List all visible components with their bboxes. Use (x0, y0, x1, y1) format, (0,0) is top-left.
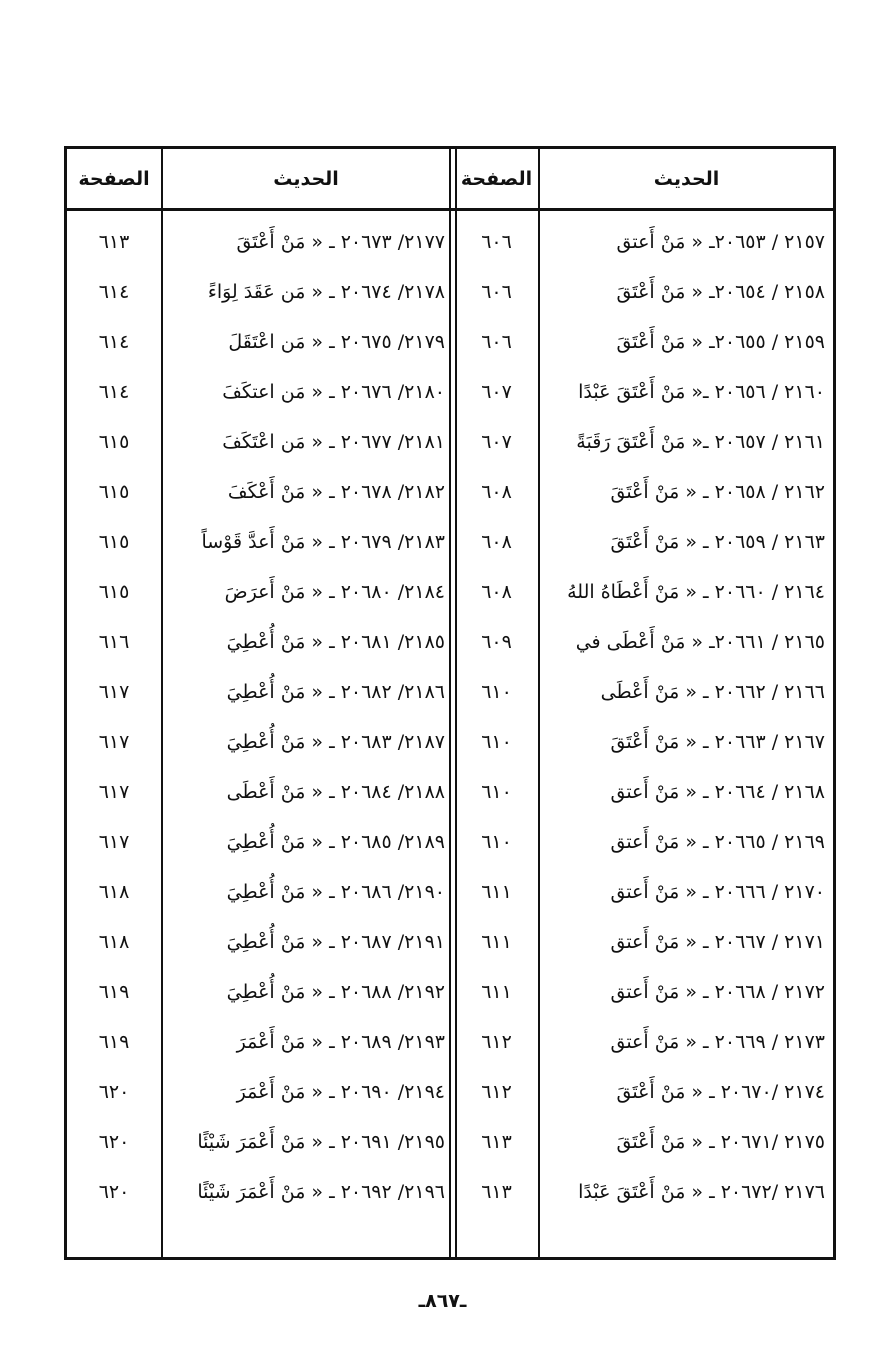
page-cell: ٦٠٨ (481, 531, 512, 553)
hadith-cell: ٢١٩٣/ ٢٠٦٨٩ ـ « مَنْ أَعْمَرَ (236, 1031, 445, 1053)
hadith-cell: ٢١٩٠/ ٢٠٦٨٦ ـ « مَنْ أُعْطِيَ (226, 881, 445, 903)
page-cell: ٦٠٩ (481, 631, 512, 653)
page-cell: ٦١٩ (98, 1031, 130, 1053)
table-row (67, 667, 833, 717)
hadith-cell: ٢١٨٤/ ٢٠٦٨٠ ـ « مَنْ أَعرَضَ (224, 581, 445, 603)
table-row (67, 217, 833, 267)
page-cell: ٦١٠ (481, 831, 512, 853)
hadith-cell: ٢١٧٧/ ٢٠٦٧٣ ـ « مَنْ أَعْتَقَ (236, 231, 445, 253)
page-cell: ٦١٧ (98, 681, 130, 703)
page-cell: ٦١٣ (481, 1131, 512, 1153)
page-cell: ٦٢٠ (98, 1131, 130, 1153)
table-row (67, 367, 833, 417)
table-row (67, 267, 833, 317)
table-row (67, 767, 833, 817)
table-row (67, 567, 833, 617)
table-row (67, 517, 833, 567)
page-cell: ٦٠٦ (481, 331, 512, 353)
table-row (67, 717, 833, 767)
hadith-cell: ٢١٦٢ / ٢٠٦٥٨ ـ « مَنْ أَعْتَقَ (610, 481, 825, 503)
page-cell: ٦١١ (481, 931, 512, 953)
table-row (67, 817, 833, 867)
hadith-cell: ٢١٨٢/ ٢٠٦٧٨ ـ « مَنْ أَعْكَفَ (227, 481, 445, 503)
hadith-cell: ٢١٨٩/ ٢٠٦٨٥ ـ « مَنْ أُعْطِيَ (226, 831, 445, 853)
hadith-cell: ٢١٩٦/ ٢٠٦٩٢ ـ « مَنْ أَعْمَرَ شَيْئًا (197, 1181, 445, 1203)
hadith-cell: ٢١٦٩ / ٢٠٦٦٥ ـ « مَنْ أَعتق (610, 831, 825, 853)
page-cell: ٦٠٦ (481, 281, 512, 303)
page-cell: ٦١٤ (98, 331, 130, 353)
table-row (67, 617, 833, 667)
hadith-cell: ٢١٧٥ /٢٠٦٧١ ـ « مَنْ أَعْتَقَ (616, 1131, 825, 1153)
hadith-cell: ٢١٨٥/ ٢٠٦٨١ ـ « مَنْ أُعْطِيَ (226, 631, 445, 653)
page-cell: ٦٢٠ (98, 1181, 130, 1203)
page-cell: ٦١٤ (98, 381, 130, 403)
hadith-cell: ٢١٦٥ / ٢٠٦٦١ـ « مَنْ أَعْطَى في (575, 631, 825, 653)
hadith-cell: ٢١٥٧ / ٢٠٦٥٣ـ « مَنْ أَعتق (616, 231, 825, 253)
page-cell: ٦١٥ (98, 481, 130, 503)
hadith-cell: ٢١٦٦ / ٢٠٦٦٢ ـ « مَنْ أَعْطَى (600, 681, 825, 703)
table-row (67, 1167, 833, 1217)
hadith-cell: ٢١٨٦/ ٢٠٦٨٢ ـ « مَنْ أُعْطِيَ (226, 681, 445, 703)
page-cell: ٦٠٨ (481, 481, 512, 503)
hadith-cell: ٢١٩٤/ ٢٠٦٩٠ ـ « مَنْ أَعْمَرَ (236, 1081, 445, 1103)
hadith-cell: ٢١٦٤ / ٢٠٦٦٠ ـ « مَنْ أَعْطَاهُ اللهُ (567, 581, 825, 603)
page-cell: ٦١٠ (481, 781, 512, 803)
header-hadith-left: الحديث (273, 167, 339, 190)
page-cell: ٦١٥ (98, 531, 130, 553)
page-cell: ٦١٦ (98, 631, 130, 653)
hadith-cell: ٢١٨١/ ٢٠٦٧٧ ـ « مَن اعْتَكَفَ (222, 431, 445, 453)
hadith-cell: ٢١٦٨ / ٢٠٦٦٤ ـ « مَنْ أَعتق (610, 781, 825, 803)
page-cell: ٦١٥ (98, 581, 130, 603)
page-cell: ٦١١ (481, 981, 512, 1003)
table-row (67, 917, 833, 967)
header-rule (67, 208, 833, 211)
page-cell: ٦١٠ (481, 681, 512, 703)
hadith-cell: ٢١٧٢ / ٢٠٦٦٨ ـ « مَنْ أَعتق (610, 981, 825, 1003)
page-cell: ٦١٣ (481, 1181, 512, 1203)
table-row (67, 1117, 833, 1167)
page-cell: ٦١١ (481, 881, 512, 903)
hadith-cell: ٢١٦١ / ٢٠٦٥٧ ـ« مَنْ أَعْتَقَ رَقَبَةً (576, 431, 825, 453)
page-cell: ٦١٩ (98, 981, 130, 1003)
hadith-cell: ٢١٧٨/ ٢٠٦٧٤ ـ « مَن عَقَدَ لِوَاءً (207, 281, 445, 303)
page-cell: ٦١٨ (98, 881, 130, 903)
hadith-cell: ٢١٩٢/ ٢٠٦٨٨ ـ « مَنْ أُعْطِيَ (226, 981, 445, 1003)
hadith-cell: ٢١٧٣ / ٢٠٦٦٩ ـ « مَنْ أَعتق (610, 1031, 825, 1053)
page-cell: ٦١٢ (481, 1081, 512, 1103)
page-cell: ٦٠٨ (481, 581, 512, 603)
table-row (67, 1017, 833, 1067)
table-row (67, 1067, 833, 1117)
page-cell: ٦١٥ (98, 431, 130, 453)
page-cell: ٦١٨ (98, 931, 130, 953)
table-row (67, 417, 833, 467)
page-cell: ٦١٧ (98, 731, 130, 753)
hadith-cell: ٢١٦٧ / ٢٠٦٦٣ ـ « مَنْ أَعْتَقَ (610, 731, 825, 753)
index-table (64, 146, 836, 1260)
page-cell: ٦١٤ (98, 281, 130, 303)
hadith-cell: ٢١٨٠/ ٢٠٦٧٦ ـ « مَن اعتكَفَ (222, 381, 445, 403)
table-row (67, 467, 833, 517)
hadith-cell: ٢١٨٧/ ٢٠٦٨٣ ـ « مَنْ أُعْطِيَ (226, 731, 445, 753)
hadith-cell: ٢١٦٣ / ٢٠٦٥٩ ـ « مَنْ أَعْتَقَ (610, 531, 825, 553)
table-row (67, 967, 833, 1017)
page-cell: ٦١٧ (98, 781, 130, 803)
page-cell: ٦١٧ (98, 831, 130, 853)
header-page-left: الصفحة (78, 167, 150, 190)
hadith-cell: ٢١٧٦ /٢٠٦٧٢ ـ « مَنْ أَعْتَقَ عَبْدًا (578, 1181, 825, 1203)
table-row (67, 867, 833, 917)
hadith-cell: ٢١٧٩/ ٢٠٦٧٥ ـ « مَن اعْتَقَلَ (228, 331, 445, 353)
hadith-cell: ٢١٧٤ /٢٠٦٧٠ ـ « مَنْ أَعْتَقَ (616, 1081, 825, 1103)
hadith-cell: ٢١٨٨/ ٢٠٦٨٤ ـ « مَنْ أَعْطَى (226, 781, 445, 803)
page-cell: ٦١٠ (481, 731, 512, 753)
page-cell: ٦٢٠ (98, 1081, 130, 1103)
page-cell: ٦١٣ (98, 231, 130, 253)
hadith-cell: ٢١٩١/ ٢٠٦٨٧ ـ « مَنْ أُعْطِيَ (226, 931, 445, 953)
page-cell: ٦٠٦ (481, 231, 512, 253)
hadith-cell: ٢١٧٠ / ٢٠٦٦٦ ـ « مَنْ أَعتق (610, 881, 825, 903)
hadith-cell: ٢١٧١ / ٢٠٦٦٧ ـ « مَنْ أَعتق (610, 931, 825, 953)
hadith-cell: ٢١٥٨ / ٢٠٦٥٤ـ « مَنْ أَعْتَقَ (616, 281, 825, 303)
header-page-right: الصفحة (460, 167, 533, 190)
table-row (67, 317, 833, 367)
page-cell: ٦٠٧ (481, 431, 512, 453)
page-cell: ٦٠٧ (481, 381, 512, 403)
hadith-cell: ٢١٩٥/ ٢٠٦٩١ ـ « مَنْ أَعْمَرَ شَيْئًا (197, 1131, 445, 1153)
header-hadith-right: الحديث (653, 167, 720, 190)
page-cell: ٦١٢ (481, 1031, 512, 1053)
hadith-cell: ٢١٨٣/ ٢٠٦٧٩ ـ « مَنْ أَعدَّ قَوْساً (201, 531, 445, 553)
page-number: ـ٨٦٧ـ (418, 1290, 467, 1312)
hadith-cell: ٢١٦٠ / ٢٠٦٥٦ ـ« مَنْ أَعْتَقَ عَبْدًا (578, 381, 825, 403)
hadith-cell: ٢١٥٩ / ٢٠٦٥٥ـ « مَنْ أَعْتَقَ (616, 331, 825, 353)
